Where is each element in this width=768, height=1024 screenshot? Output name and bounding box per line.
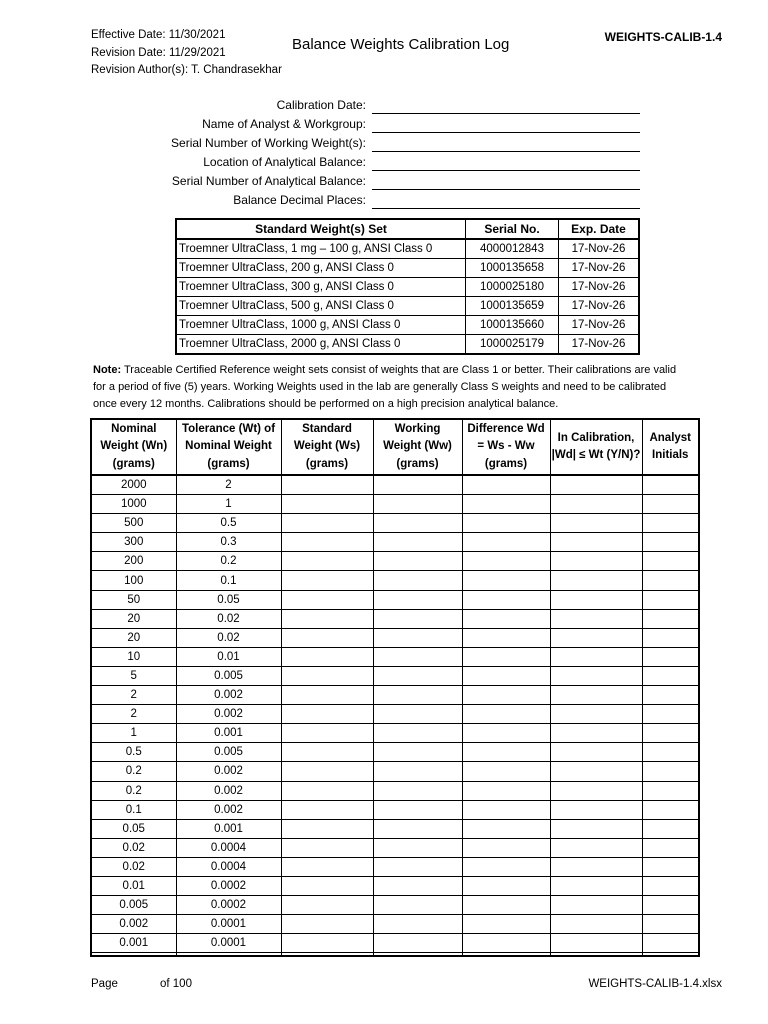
difference-cell[interactable] xyxy=(462,743,550,762)
standard-weight-cell[interactable] xyxy=(281,533,373,552)
analyst-initials-cell[interactable] xyxy=(642,819,699,838)
table-row xyxy=(91,495,699,514)
difference-cell[interactable] xyxy=(462,857,550,876)
weight-set-name: Troemner UltraClass, 300 g, ANSI Class 0 xyxy=(176,278,466,297)
blank-cell xyxy=(550,953,642,957)
table-row xyxy=(91,857,699,876)
blank-cell xyxy=(373,953,462,957)
nominal-weight-cell: 300 xyxy=(91,533,176,552)
calibration-field-row xyxy=(130,171,640,190)
difference-cell[interactable] xyxy=(462,647,550,666)
analyst-initials-cell[interactable] xyxy=(642,475,699,495)
effective-date: Effective Date: 11/30/2021 xyxy=(91,29,226,41)
working-weight-cell[interactable] xyxy=(373,896,462,915)
standard-weight-cell[interactable] xyxy=(281,552,373,571)
in-calibration-cell[interactable] xyxy=(550,475,642,495)
standard-weight-cell[interactable] xyxy=(281,876,373,895)
difference-cell[interactable] xyxy=(462,915,550,934)
standard-weight-row xyxy=(176,316,639,335)
column-header: Working Weight (Ww) (grams) xyxy=(373,419,462,475)
column-header: Standard Weight (Ws) (grams) xyxy=(281,419,373,475)
in-calibration-cell[interactable] xyxy=(550,838,642,857)
in-calibration-cell[interactable] xyxy=(550,647,642,666)
difference-cell[interactable] xyxy=(462,590,550,609)
working-weight-cell[interactable] xyxy=(373,857,462,876)
standard-weight-cell[interactable] xyxy=(281,628,373,647)
weight-set-name: Troemner UltraClass, 2000 g, ANSI Class 0 xyxy=(176,335,466,355)
standard-weight-cell[interactable] xyxy=(281,762,373,781)
blank-cell xyxy=(642,953,699,957)
column-header: Difference Wd = Ws - Ww (grams) xyxy=(462,419,550,475)
table-row xyxy=(91,743,699,762)
standard-weight-cell[interactable] xyxy=(281,857,373,876)
serial-number: 1000135659 xyxy=(466,297,559,316)
standard-weight-row xyxy=(176,278,639,297)
blank-cell xyxy=(462,953,550,957)
serial-number: 4000012843 xyxy=(466,239,559,259)
table-row xyxy=(91,533,699,552)
weight-set-name: Troemner UltraClass, 200 g, ANSI Class 0 xyxy=(176,259,466,278)
working-weight-cell[interactable] xyxy=(373,590,462,609)
difference-cell[interactable] xyxy=(462,705,550,724)
analyst-initials-cell[interactable] xyxy=(642,686,699,705)
column-header: Serial No. xyxy=(466,219,559,239)
standard-weight-row xyxy=(176,259,639,278)
standard-weight-cell[interactable] xyxy=(281,800,373,819)
analyst-initials-cell[interactable] xyxy=(642,571,699,590)
standard-weight-cell[interactable] xyxy=(281,475,373,495)
tolerance-cell: 1 xyxy=(176,495,281,514)
blank-cell xyxy=(281,953,373,957)
working-weight-cell[interactable] xyxy=(373,647,462,666)
tolerance-cell: 0.005 xyxy=(176,666,281,685)
calibration-field-row xyxy=(130,152,640,171)
difference-cell[interactable] xyxy=(462,475,550,495)
difference-cell[interactable] xyxy=(462,609,550,628)
in-calibration-cell[interactable] xyxy=(550,934,642,953)
nominal-weight-cell: 50 xyxy=(91,590,176,609)
standard-weight-cell[interactable] xyxy=(281,934,373,953)
weight-set-name: Troemner UltraClass, 1 mg – 100 g, ANSI Class 0 xyxy=(176,239,466,259)
table-row xyxy=(91,475,699,495)
in-calibration-cell[interactable] xyxy=(550,743,642,762)
difference-cell[interactable] xyxy=(462,571,550,590)
difference-cell[interactable] xyxy=(462,896,550,915)
analyst-initials-cell[interactable] xyxy=(642,915,699,934)
table-row xyxy=(91,762,699,781)
in-calibration-cell[interactable] xyxy=(550,533,642,552)
difference-cell[interactable] xyxy=(462,552,550,571)
working-weight-cell[interactable] xyxy=(373,762,462,781)
nominal-weight-cell: 0.005 xyxy=(91,896,176,915)
standard-weight-row xyxy=(176,297,639,316)
difference-cell[interactable] xyxy=(462,876,550,895)
calibration-field-row xyxy=(130,190,640,209)
tolerance-cell: 0.001 xyxy=(176,819,281,838)
table-row xyxy=(91,552,699,571)
analyst-initials-cell[interactable] xyxy=(642,705,699,724)
expiry-date: 17-Nov-26 xyxy=(559,259,640,278)
nominal-weight-cell: 200 xyxy=(91,552,176,571)
analyst-initials-cell[interactable] xyxy=(642,495,699,514)
standard-weight-cell[interactable] xyxy=(281,686,373,705)
table-row xyxy=(91,819,699,838)
serial-number: 1000135658 xyxy=(466,259,559,278)
column-header: Tolerance (Wt) of Nominal Weight (grams) xyxy=(176,419,281,475)
expiry-date: 17-Nov-26 xyxy=(559,239,640,259)
standard-weight-cell[interactable] xyxy=(281,705,373,724)
standard-weight-row xyxy=(176,335,639,355)
table-row xyxy=(91,514,699,533)
tolerance-cell: 0.1 xyxy=(176,571,281,590)
working-weight-cell[interactable] xyxy=(373,743,462,762)
in-calibration-cell[interactable] xyxy=(550,571,642,590)
document-id: WEIGHTS-CALIB-1.4 xyxy=(604,30,722,44)
field-label: Calibration Date: xyxy=(276,98,366,112)
working-weight-cell[interactable] xyxy=(373,495,462,514)
table-row xyxy=(91,876,699,895)
weight-set-name: Troemner UltraClass, 500 g, ANSI Class 0 xyxy=(176,297,466,316)
nominal-weight-cell: 1000 xyxy=(91,495,176,514)
difference-cell[interactable] xyxy=(462,533,550,552)
tolerance-cell: 0.002 xyxy=(176,781,281,800)
column-header: In Calibration, |Wd| ≤ Wt (Y/N)? xyxy=(550,419,642,475)
table-row xyxy=(91,915,699,934)
serial-number: 1000135660 xyxy=(466,316,559,335)
working-weight-cell[interactable] xyxy=(373,800,462,819)
working-weight-cell[interactable] xyxy=(373,915,462,934)
analyst-initials-cell[interactable] xyxy=(642,628,699,647)
tolerance-cell: 0.05 xyxy=(176,590,281,609)
tolerance-cell: 0.3 xyxy=(176,533,281,552)
nominal-weight-cell: 20 xyxy=(91,609,176,628)
field-label: Location of Analytical Balance: xyxy=(203,155,366,169)
working-weight-cell[interactable] xyxy=(373,934,462,953)
table-row xyxy=(91,590,699,609)
field-label: Name of Analyst & Workgroup: xyxy=(202,117,366,131)
table-row xyxy=(91,666,699,685)
table-row xyxy=(91,705,699,724)
expiry-date: 17-Nov-26 xyxy=(559,335,640,355)
analyst-initials-cell[interactable] xyxy=(642,743,699,762)
field-input-line[interactable] xyxy=(372,208,640,209)
table-row xyxy=(91,724,699,743)
nominal-weight-cell: 0.01 xyxy=(91,876,176,895)
footer-filename: WEIGHTS-CALIB-1.4.xlsx xyxy=(588,978,722,990)
working-weight-cell[interactable] xyxy=(373,666,462,685)
analyst-initials-cell[interactable] xyxy=(642,838,699,857)
table-row xyxy=(91,647,699,666)
footer-page-label: Page xyxy=(91,978,118,990)
tolerance-cell: 0.01 xyxy=(176,647,281,666)
difference-cell[interactable] xyxy=(462,495,550,514)
in-calibration-cell[interactable] xyxy=(550,705,642,724)
in-calibration-cell[interactable] xyxy=(550,514,642,533)
in-calibration-cell[interactable] xyxy=(550,896,642,915)
expiry-date: 17-Nov-26 xyxy=(559,278,640,297)
tolerance-cell: 0.0001 xyxy=(176,915,281,934)
nominal-weight-cell: 2 xyxy=(91,686,176,705)
in-calibration-cell[interactable] xyxy=(550,876,642,895)
difference-cell[interactable] xyxy=(462,686,550,705)
blank-cell xyxy=(91,953,176,957)
tolerance-cell: 0.001 xyxy=(176,724,281,743)
in-calibration-cell[interactable] xyxy=(550,762,642,781)
analyst-initials-cell[interactable] xyxy=(642,533,699,552)
tolerance-cell: 0.02 xyxy=(176,609,281,628)
calibration-log-table xyxy=(90,418,700,957)
analyst-initials-cell[interactable] xyxy=(642,647,699,666)
revision-author: Revision Author(s): T. Chandrasekhar xyxy=(91,64,282,76)
tolerance-cell: 0.2 xyxy=(176,552,281,571)
difference-cell[interactable] xyxy=(462,838,550,857)
tolerance-cell: 2 xyxy=(176,475,281,495)
nominal-weight-cell: 0.002 xyxy=(91,915,176,934)
in-calibration-cell[interactable] xyxy=(550,819,642,838)
column-header: Nominal Weight (Wn) (grams) xyxy=(91,419,176,475)
column-header: Standard Weight(s) Set xyxy=(176,219,466,239)
difference-cell[interactable] xyxy=(462,514,550,533)
working-weight-cell[interactable] xyxy=(373,475,462,495)
table-row xyxy=(91,781,699,800)
analyst-initials-cell[interactable] xyxy=(642,934,699,953)
page-title: Balance Weights Calibration Log xyxy=(292,36,510,53)
nominal-weight-cell: 0.05 xyxy=(91,819,176,838)
analyst-initials-cell[interactable] xyxy=(642,609,699,628)
in-calibration-cell[interactable] xyxy=(550,495,642,514)
serial-number: 1000025179 xyxy=(466,335,559,355)
difference-cell[interactable] xyxy=(462,628,550,647)
nominal-weight-cell: 100 xyxy=(91,571,176,590)
analyst-initials-cell[interactable] xyxy=(642,876,699,895)
nominal-weight-cell: 10 xyxy=(91,647,176,666)
working-weight-cell[interactable] xyxy=(373,609,462,628)
working-weight-cell[interactable] xyxy=(373,876,462,895)
working-weight-cell[interactable] xyxy=(373,781,462,800)
tolerance-cell: 0.002 xyxy=(176,686,281,705)
standard-weights-header-row xyxy=(176,219,639,239)
nominal-weight-cell: 5 xyxy=(91,666,176,685)
in-calibration-cell[interactable] xyxy=(550,781,642,800)
nominal-weight-cell: 1 xyxy=(91,724,176,743)
difference-cell[interactable] xyxy=(462,781,550,800)
working-weight-cell[interactable] xyxy=(373,628,462,647)
nominal-weight-cell: 0.2 xyxy=(91,762,176,781)
working-weight-cell[interactable] xyxy=(373,533,462,552)
difference-cell[interactable] xyxy=(462,934,550,953)
analyst-initials-cell[interactable] xyxy=(642,857,699,876)
nominal-weight-cell: 2000 xyxy=(91,475,176,495)
in-calibration-cell[interactable] xyxy=(550,666,642,685)
in-calibration-cell[interactable] xyxy=(550,724,642,743)
analyst-initials-cell[interactable] xyxy=(642,800,699,819)
standard-weight-cell[interactable] xyxy=(281,896,373,915)
standard-weight-cell[interactable] xyxy=(281,609,373,628)
serial-number: 1000025180 xyxy=(466,278,559,297)
calibration-field-row xyxy=(130,133,640,152)
standard-weight-cell[interactable] xyxy=(281,743,373,762)
working-weight-cell[interactable] xyxy=(373,819,462,838)
standard-weight-cell[interactable] xyxy=(281,724,373,743)
in-calibration-cell[interactable] xyxy=(550,628,642,647)
tolerance-cell: 0.0002 xyxy=(176,896,281,915)
calibration-field-row xyxy=(130,95,640,114)
field-label: Serial Number of Working Weight(s): xyxy=(171,136,366,150)
table-row xyxy=(91,934,699,953)
standard-weight-cell[interactable] xyxy=(281,590,373,609)
nominal-weight-cell: 0.2 xyxy=(91,781,176,800)
tolerance-cell: 0.005 xyxy=(176,743,281,762)
nominal-weight-cell: 0.02 xyxy=(91,857,176,876)
difference-cell[interactable] xyxy=(462,762,550,781)
standard-weight-cell[interactable] xyxy=(281,781,373,800)
analyst-initials-cell[interactable] xyxy=(642,896,699,915)
nominal-weight-cell: 500 xyxy=(91,514,176,533)
document-meta xyxy=(91,27,282,80)
standard-weight-cell[interactable] xyxy=(281,666,373,685)
calibration-field-row xyxy=(130,114,640,133)
working-weight-cell[interactable] xyxy=(373,552,462,571)
nominal-weight-cell: 0.1 xyxy=(91,800,176,819)
table-row xyxy=(91,609,699,628)
analyst-initials-cell[interactable] xyxy=(642,781,699,800)
tolerance-cell: 0.0002 xyxy=(176,876,281,895)
table-row-blank xyxy=(91,953,699,957)
blank-cell xyxy=(176,953,281,957)
table-row xyxy=(91,800,699,819)
working-weight-cell[interactable] xyxy=(373,705,462,724)
tolerance-cell: 0.02 xyxy=(176,628,281,647)
nominal-weight-cell: 0.02 xyxy=(91,838,176,857)
tolerance-cell: 0.002 xyxy=(176,762,281,781)
in-calibration-cell[interactable] xyxy=(550,552,642,571)
standard-weight-cell[interactable] xyxy=(281,514,373,533)
analyst-initials-cell[interactable] xyxy=(642,666,699,685)
standard-weight-cell[interactable] xyxy=(281,915,373,934)
standard-weights-table xyxy=(175,218,640,355)
working-weight-cell[interactable] xyxy=(373,571,462,590)
tolerance-cell: 0.002 xyxy=(176,705,281,724)
table-row xyxy=(91,838,699,857)
tolerance-cell: 0.0001 xyxy=(176,934,281,953)
nominal-weight-cell: 2 xyxy=(91,705,176,724)
log-header-row xyxy=(91,419,699,475)
table-row xyxy=(91,571,699,590)
tolerance-cell: 0.0004 xyxy=(176,857,281,876)
analyst-initials-cell[interactable] xyxy=(642,514,699,533)
expiry-date: 17-Nov-26 xyxy=(559,316,640,335)
footer-page-count: of 100 xyxy=(160,978,192,990)
tolerance-cell: 0.002 xyxy=(176,800,281,819)
tolerance-cell: 0.5 xyxy=(176,514,281,533)
column-header: Analyst Initials xyxy=(642,419,699,475)
in-calibration-cell[interactable] xyxy=(550,857,642,876)
in-calibration-cell[interactable] xyxy=(550,915,642,934)
standard-weight-cell[interactable] xyxy=(281,647,373,666)
revision-date: Revision Date: 11/29/2021 xyxy=(91,46,226,59)
field-label: Serial Number of Analytical Balance: xyxy=(171,174,366,188)
analyst-initials-cell[interactable] xyxy=(642,724,699,743)
nominal-weight-cell: 20 xyxy=(91,628,176,647)
standard-weight-cell[interactable] xyxy=(281,838,373,857)
working-weight-cell[interactable] xyxy=(373,724,462,743)
working-weight-cell[interactable] xyxy=(373,514,462,533)
note-text: Traceable Certified Reference weight sets consist of weights that are Class 1 or better. Their calibrations are valid for a period of five (5) years. Working Weights used in the lab are generally Class S weights and need to be calibrated once every 12 months. Calibrations should be performed on a high precision analytical balance. xyxy=(93,364,677,410)
note-paragraph xyxy=(93,362,685,413)
analyst-initials-cell[interactable] xyxy=(642,590,699,609)
field-label: Balance Decimal Places: xyxy=(233,193,366,207)
analyst-initials-cell[interactable] xyxy=(642,552,699,571)
table-row xyxy=(91,686,699,705)
in-calibration-cell[interactable] xyxy=(550,590,642,609)
tolerance-cell: 0.0004 xyxy=(176,838,281,857)
difference-cell[interactable] xyxy=(462,819,550,838)
expiry-date: 17-Nov-26 xyxy=(559,297,640,316)
standard-weight-cell[interactable] xyxy=(281,571,373,590)
column-header: Exp. Date xyxy=(559,219,640,239)
working-weight-cell[interactable] xyxy=(373,838,462,857)
difference-cell[interactable] xyxy=(462,666,550,685)
difference-cell[interactable] xyxy=(462,800,550,819)
analyst-initials-cell[interactable] xyxy=(642,762,699,781)
working-weight-cell[interactable] xyxy=(373,686,462,705)
nominal-weight-cell: 0.001 xyxy=(91,934,176,953)
in-calibration-cell[interactable] xyxy=(550,609,642,628)
difference-cell[interactable] xyxy=(462,724,550,743)
nominal-weight-cell: 0.5 xyxy=(91,743,176,762)
table-row xyxy=(91,628,699,647)
in-calibration-cell[interactable] xyxy=(550,686,642,705)
table-row xyxy=(91,896,699,915)
note-label: Note: xyxy=(93,364,122,376)
weight-set-name: Troemner UltraClass, 1000 g, ANSI Class 0 xyxy=(176,316,466,335)
standard-weight-cell[interactable] xyxy=(281,495,373,514)
in-calibration-cell[interactable] xyxy=(550,800,642,819)
standard-weight-cell[interactable] xyxy=(281,819,373,838)
standard-weight-row xyxy=(176,239,639,259)
